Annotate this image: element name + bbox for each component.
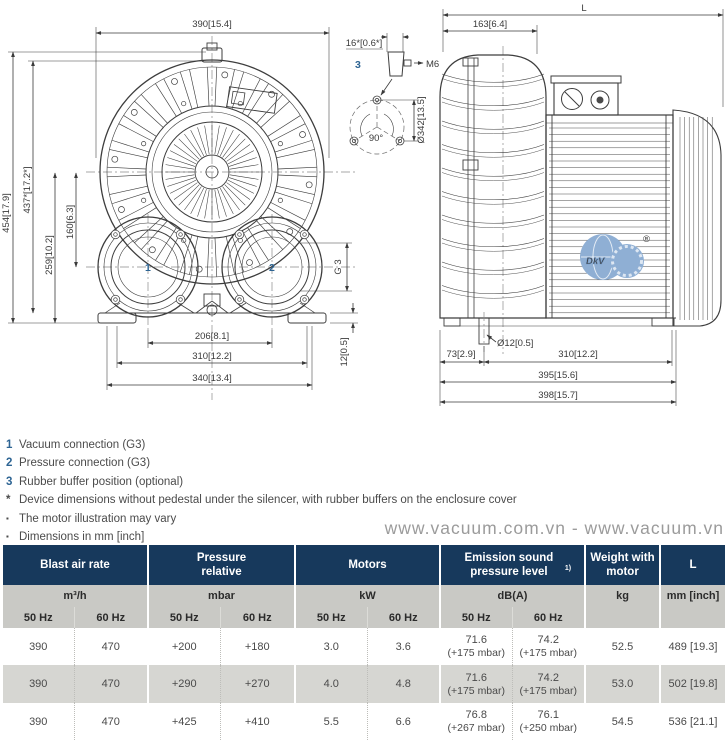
dim-len-inner: 395[15.6] (538, 370, 578, 381)
note-rubber-buffer (6, 473, 722, 491)
unit-sound: dB(A) (440, 585, 585, 607)
col-motors: Motors (295, 545, 440, 585)
cell-pressure-60: +270 (220, 665, 295, 703)
cell-motor-50: 4.0 (295, 665, 367, 703)
bolt-angle: 90° (368, 133, 384, 144)
buffer-thread: M6 (426, 59, 440, 70)
port1-label: 1 (145, 262, 151, 274)
unit-motors: kW (295, 585, 440, 607)
dim-foot-dia: Ø12[0.5] (497, 338, 534, 349)
dim-base: 340[13.4] (192, 373, 232, 384)
cell-blast-60: 470 (74, 703, 148, 740)
cell-motor-60: 4.8 (367, 665, 440, 703)
hz-cell-empty (585, 607, 660, 628)
cell-blast-60: 470 (74, 665, 148, 703)
dim-height-star: 437*[17.2*] (22, 166, 33, 214)
cell-motor-50: 5.5 (295, 703, 367, 740)
buffer-number: 3 (355, 59, 361, 71)
cell-sound-50: 76.8 (+267 mbar) (440, 703, 512, 740)
cell-length: 489 [19.3] (660, 628, 725, 665)
cell-length: 502 [19.8] (660, 665, 725, 703)
dim-thread: G 3 (333, 259, 344, 275)
cell-blast-50: 390 (29, 678, 48, 690)
note-text: Pressure connection (G3) (19, 457, 151, 470)
dim-base-span: 310[12.2] (558, 349, 598, 360)
cell-weight: 52.5 (585, 628, 660, 665)
table-row (3, 665, 725, 703)
dim-height-mid: 259[10.2] (44, 235, 55, 275)
motor-end-bell (673, 110, 721, 326)
dim-bolt-circle: Ø342[13.5] (416, 96, 427, 144)
terminal-box (551, 76, 621, 115)
table-units-row (3, 585, 725, 607)
hz-cell: 50 Hz (148, 607, 220, 628)
cell-pressure-50: +290 (148, 665, 220, 703)
col-blast-air-rate: Blast air rate (40, 559, 110, 571)
col-length: L (660, 545, 725, 585)
cell-motor-60: 3.6 (367, 628, 440, 665)
hz-cell: 50 Hz (23, 611, 53, 624)
cell-sound-60: 74.2 (+175 mbar) (512, 665, 585, 703)
cell-length: 536 [21.1] (660, 703, 725, 740)
cell-pressure-60: +180 (220, 628, 295, 665)
table-row (3, 628, 725, 665)
note-text: Dimensions in mm [inch] (19, 531, 145, 544)
dim-height-center: 160[6.3] (65, 204, 76, 240)
note-text: The motor illustration may vary (19, 512, 177, 525)
unit-weight: kg (585, 585, 660, 607)
rubber-buffer-detail (346, 33, 439, 154)
cell-motor-50: 3.0 (295, 628, 367, 665)
unit-length: mm [inch] (660, 585, 725, 607)
note-text: Vacuum connection (G3) (19, 439, 146, 451)
dim-height-total: 454[17.9] (1, 193, 12, 233)
dim-foot-offset: 73[2.9] (446, 349, 476, 360)
dim-port-spacing: 206[8.1] (194, 331, 230, 342)
cell-pressure-60: +410 (220, 703, 295, 740)
hz-cell: 50 Hz (440, 607, 512, 628)
front-view (1, 19, 358, 400)
hz-cell: 50 Hz (295, 607, 367, 628)
col-emission-sound: Emission sound pressure level $^{1)}$ (440, 545, 585, 585)
note-marker-bullet: ▪ (6, 532, 9, 542)
cell-blast-60: 470 (74, 628, 148, 665)
unit-blast: m³/h (63, 590, 87, 602)
note-marker-3: 3 (6, 475, 13, 488)
note-device-dimensions (6, 491, 722, 509)
note-text: Rubber buffer position (optional) (19, 475, 184, 488)
dim-len-outer: 398[15.7] (538, 390, 578, 401)
cell-blast-50: 390 (29, 640, 48, 653)
dim-buffer: 16*[0.6*] (345, 38, 383, 49)
hz-cell: 60 Hz (220, 607, 295, 628)
hz-cell: 60 Hz (74, 607, 148, 628)
silencer (440, 55, 546, 318)
side-dimensions (440, 3, 723, 406)
cell-sound-50: 71.6 (+175 mbar) (440, 665, 512, 703)
hz-cell: 60 Hz (512, 607, 585, 628)
hz-cell: 60 Hz (367, 607, 440, 628)
cell-weight: 54.5 (585, 703, 660, 740)
col-pressure-relative: Pressure relative (148, 545, 295, 585)
cell-weight: 53.0 (585, 665, 660, 703)
table-frequency-row (3, 607, 725, 628)
dim-silencer-width: 163[6.4] (472, 19, 508, 30)
unit-pressure: mbar (148, 585, 295, 607)
spec-table (3, 545, 725, 740)
hz-cell-empty (660, 607, 725, 628)
note-text: Device dimensions without pedestal under the silencer, with rubber buffers on the enclosure cover (19, 494, 517, 507)
dim-foot-height: 12[0.5] (339, 337, 350, 367)
note-pressure-connection (6, 454, 722, 472)
note-marker-1: 1 (6, 439, 13, 451)
side-base (440, 312, 676, 352)
logo-text: DkV (586, 256, 605, 267)
note-marker-bullet: ▪ (6, 513, 9, 523)
cell-pressure-50: +200 (148, 628, 220, 665)
note-marker-star: * (6, 494, 11, 507)
motor (546, 76, 673, 318)
note-marker-2: 2 (6, 457, 13, 470)
dim-length: L (581, 3, 587, 14)
side-view (346, 3, 723, 406)
col-weight: Weight with motor (585, 545, 660, 585)
cell-motor-60: 6.6 (367, 703, 440, 740)
cell-sound-60: 74.2 (+175 mbar) (512, 628, 585, 665)
cell-pressure-50: +425 (148, 703, 220, 740)
dim-base-inner: 310[12.2] (192, 351, 232, 362)
logo-registered: ® (643, 234, 650, 245)
port2-label: 2 (269, 262, 275, 274)
watermark-url: www.vacuum.com.vn - www.vacuum.vn (384, 518, 724, 538)
cell-blast-50: 390 (29, 715, 48, 728)
cell-sound-60: 76.1 (+250 mbar) (512, 703, 585, 740)
table-row (3, 703, 725, 740)
cell-sound-50: 71.6 (+175 mbar) (440, 628, 512, 665)
table-header-row (3, 545, 725, 585)
note-vacuum-connection (6, 436, 722, 454)
dim-width: 390[15.4] (192, 19, 232, 30)
